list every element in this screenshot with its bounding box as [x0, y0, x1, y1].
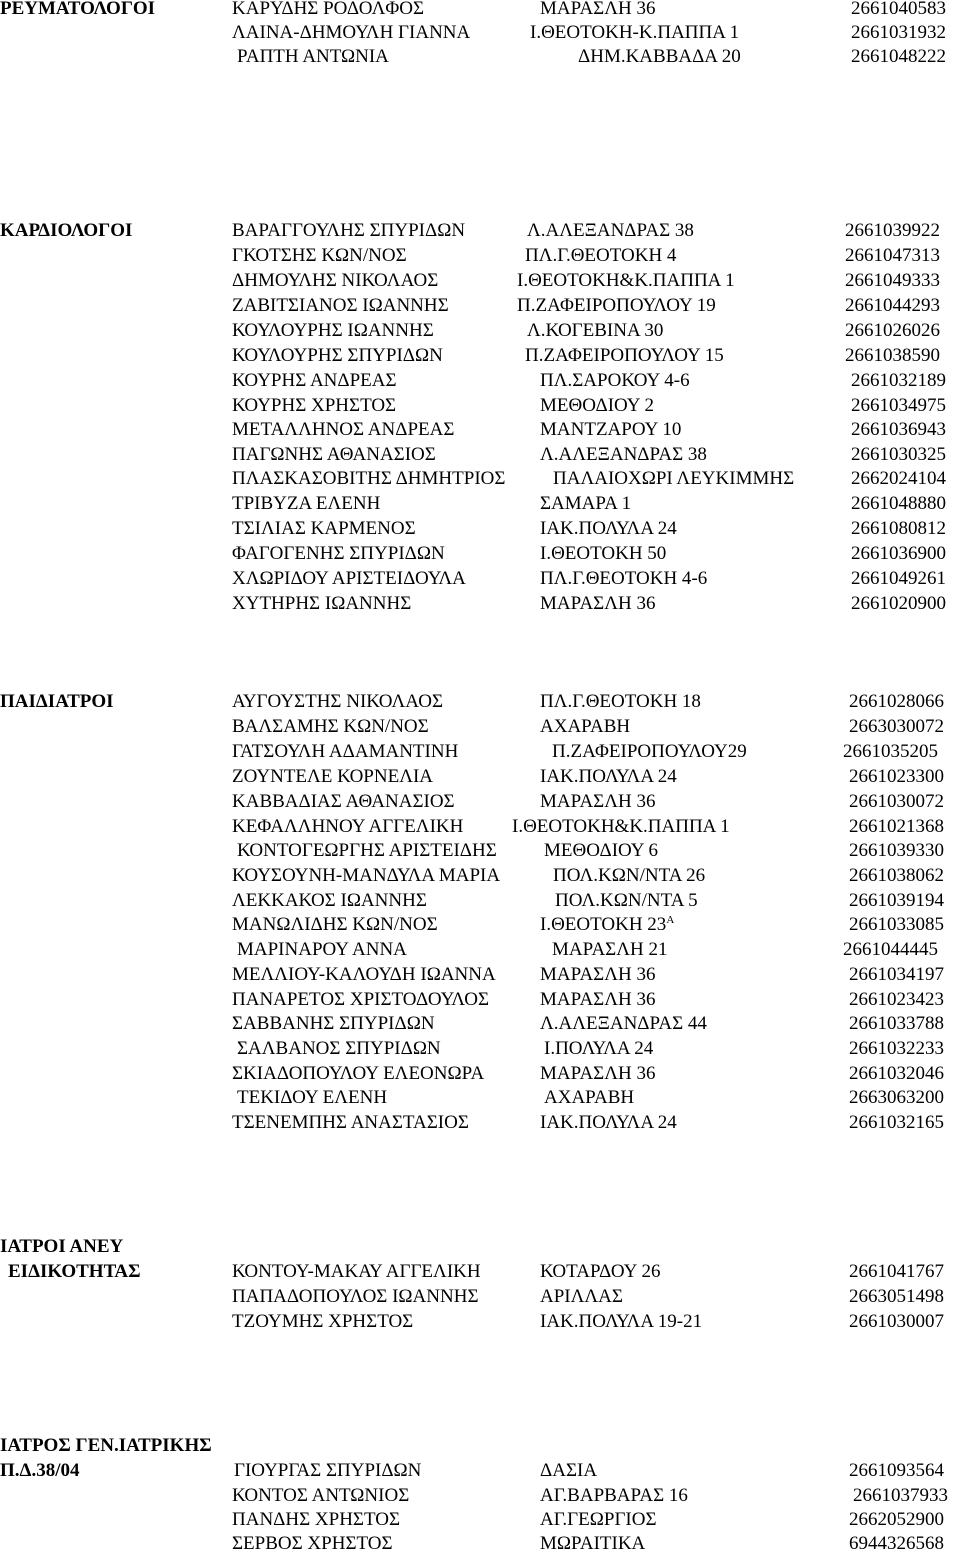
list-row	[0, 244, 960, 268]
doctor-phone: 6944326568	[849, 1533, 944, 1554]
list-row	[0, 1235, 960, 1259]
doctor-name: ΓΙΟΥΡΓΑΣ ΣΠΥΡΙΔΩΝ	[234, 1460, 422, 1481]
doctor-name: ΖΑΒΙΤΣΙΑΝΟΣ ΙΩΑΝΝΗΣ	[232, 295, 449, 316]
list-row	[0, 443, 960, 467]
list-row	[0, 219, 960, 243]
doctor-phone: 2661034975	[851, 395, 946, 416]
doctor-name: ΤΖΟΥΜΗΣ ΧΡΗΣΤΟΣ	[232, 1311, 414, 1332]
doctor-phone: 2662052900	[849, 1509, 944, 1530]
doctor-name: ΣΕΡΒΟΣ ΧΡΗΣΤΟΣ	[232, 1533, 393, 1554]
doctor-name: ΣΚΙΑΔΟΠΟΥΛΟΥ ΕΛΕΟΝΩΡΑ	[232, 1063, 485, 1084]
doctor-address: Π.ΖΑΦΕΙΡΟΠΟΥΛΟΥ29	[552, 741, 747, 762]
doctor-name: ΛΑΙΝΑ-ΔΗΜΟΥΛΗ ΓΙΑΝΝΑ	[232, 22, 471, 43]
list-row	[0, 1484, 960, 1508]
doctor-name: ΒΑΡΑΓΓΟΥΛΗΣ ΣΠΥΡΙΔΩΝ	[232, 220, 466, 241]
section-heading: ΡΕΥΜΑΤΟΛΟΓΟΙ	[0, 0, 156, 19]
list-row	[0, 394, 960, 418]
doctor-name: ΜΕΤΑΛΛΗΝΟΣ ΑΝΔΡΕΑΣ	[232, 419, 455, 440]
doctor-phone: 2661032165	[849, 1112, 944, 1133]
list-row	[0, 45, 960, 69]
doctor-phone: 2661039194	[849, 890, 944, 911]
doctor-phone: 2661040583	[851, 0, 946, 19]
doctor-phone: 2661044445	[843, 939, 938, 960]
list-row	[0, 1310, 960, 1334]
list-row	[0, 938, 960, 962]
doctor-name: ΠΑΓΩΝΗΣ ΑΘΑΝΑΣΙΟΣ	[232, 444, 436, 465]
doctor-name: ΤΡΙΒΥΖΑ ΕΛΕΝΗ	[232, 493, 381, 514]
doctor-name: ΧΥΤΗΡΗΣ ΙΩΑΝΝΗΣ	[232, 593, 412, 614]
list-row	[0, 319, 960, 343]
doctor-phone: 2661041767	[849, 1261, 944, 1282]
doctor-name: ΠΑΠΑΔΟΠΟΥΛΟΣ ΙΩΑΝΝΗΣ	[232, 1286, 479, 1307]
doctor-address: Λ.ΑΛΕΞΑΝΔΡΑΣ 44	[540, 1013, 707, 1034]
list-row	[0, 864, 960, 888]
doctor-phone: 2662024104	[851, 468, 946, 489]
doctor-address: ΜΑΝΤΖΑΡΟΥ 10	[540, 419, 682, 440]
doctor-address: ΠΛ.Γ.ΘΕΟΤΟΚΗ 4-6	[540, 568, 708, 589]
doctor-name: ΣΑΒΒΑΝΗΣ ΣΠΥΡΙΔΩΝ	[232, 1013, 435, 1034]
doctor-name: ΚΕΦΑΛΛΗΝΟΥ ΑΓΓΕΛΙΚΗ	[232, 816, 464, 837]
doctor-address: ΠΑΛΑΙΟΧΩΡΙ ΛΕΥΚΙΜΜΗΣ	[553, 468, 795, 489]
list-row	[0, 21, 960, 45]
list-row	[0, 369, 960, 393]
section-heading-continued: ΕΙΔΙΚΟΤΗΤΑΣ	[8, 1261, 141, 1282]
doctor-phone: 2661021368	[849, 816, 944, 837]
list-row	[0, 1508, 960, 1532]
doctor-name: ΚΟΝΤΟΓΕΩΡΓΗΣ ΑΡΙΣΤΕΙΔΗΣ	[237, 840, 497, 861]
doctor-name: ΧΛΩΡΙΔΟΥ ΑΡΙΣΤΕΙΔΟΥΛΑ	[232, 568, 466, 589]
list-row	[0, 1260, 960, 1284]
doctor-name: ΚΟΥΡΗΣ ΧΡΗΣΤΟΣ	[232, 395, 397, 416]
doctor-phone: 2661044293	[845, 295, 940, 316]
doctor-phone: 2661031932	[851, 22, 946, 43]
doctor-address: Ι.ΠΟΛΥΛΑ 24	[544, 1038, 654, 1059]
list-row	[0, 542, 960, 566]
doctor-address: ΑΧΑΡΑΒΗ	[544, 1087, 635, 1108]
doctor-phone: 2661032189	[851, 370, 946, 391]
doctor-name: ΜΕΛΛΙΟΥ-ΚΑΛΟΥΔΗ ΙΩΑΝΝΑ	[232, 964, 496, 985]
section-heading: ΙΑΤΡΟΙ ΑΝΕΥ	[0, 1236, 124, 1257]
doctor-address	[540, 913, 674, 937]
doctor-phone: 2661030325	[851, 444, 946, 465]
doctor-address: ΑΡΙΛΛΑΣ	[540, 1286, 623, 1307]
doctor-name: ΚΟΥΛΟΥΡΗΣ ΣΠΥΡΙΔΩΝ	[232, 345, 443, 366]
doctor-phone: 2661030072	[849, 791, 944, 812]
doctor-name: ΤΣΕΝΕΜΠΗΣ ΑΝΑΣΤΑΣΙΟΣ	[232, 1112, 469, 1133]
doctor-address: ΜΑΡΑΣΛΗ 36	[540, 964, 656, 985]
doctor-phone: 2661032046	[849, 1063, 944, 1084]
doctor-phone: 2663063200	[849, 1087, 944, 1108]
section-heading: ΚΑΡΔΙΟΛΟΓΟΙ	[0, 220, 133, 241]
doctor-address: ΠΟΛ.ΚΩΝ/ΝΤΑ 26	[553, 865, 706, 886]
doctor-name: ΤΕΚΙΔΟΥ ΕΛΕΝΗ	[237, 1087, 388, 1108]
doctor-address: ΜΕΘΟΔΙΟΥ 2	[540, 395, 655, 416]
doctor-address: ΜΑΡΑΣΛΗ 36	[540, 1063, 656, 1084]
doctor-address: Π.ΖΑΦΕΙΡΟΠΟΥΛΟΥ 15	[525, 345, 724, 366]
doctor-address: ΔΗΜ.ΚΑΒΒΑΔΑ 20	[578, 46, 741, 67]
doctor-phone: 2661049333	[845, 270, 940, 291]
doctor-name: ΓΚΟΤΣΗΣ ΚΩΝ/ΝΟΣ	[232, 245, 407, 266]
list-row	[0, 1062, 960, 1086]
list-row	[0, 1434, 960, 1458]
doctor-address: Λ.ΑΛΕΞΑΝΔΡΑΣ 38	[527, 220, 694, 241]
section-heading: ΙΑΤΡΟΣ ΓΕΝ.ΙΑΤΡΙΚΗΣ	[0, 1435, 212, 1456]
list-row	[0, 913, 960, 937]
doctor-address: ΠΛ.Γ.ΘΕΟΤΟΚΗ 4	[525, 245, 677, 266]
doctor-address: ΔΑΣΙΑ	[540, 1460, 598, 1481]
doctor-phone: 2661032233	[849, 1038, 944, 1059]
doctor-phone: 2663030072	[849, 716, 944, 737]
section-heading: ΠΑΙΔΙΑΤΡΟΙ	[0, 691, 114, 712]
doctor-name: ΠΑΝΑΡΕΤΟΣ ΧΡΙΣΤΟΔΟΥΛΟΣ	[232, 989, 490, 1010]
doctor-address: ΠΛ.ΣΑΡΟΚΟΥ 4-6	[540, 370, 690, 391]
doctor-phone: 2661028066	[849, 691, 944, 712]
doctor-address: Λ.ΚΟΓΕΒΙΝΑ 30	[527, 320, 664, 341]
address-superscript: Α	[666, 914, 675, 926]
doctor-name: ΜΑΡΙΝΑΡΟΥ ΑΝΝΑ	[237, 939, 407, 960]
list-row	[0, 765, 960, 789]
list-row	[0, 1037, 960, 1061]
doctor-phone: 2661030007	[849, 1311, 944, 1332]
doctor-name: ΤΣΙΛΙΑΣ ΚΑΡΜΕΝΟΣ	[232, 518, 416, 539]
doctor-address: ΑΧΑΡΑΒΗ	[540, 716, 631, 737]
doctor-name: ΔΗΜΟΥΛΗΣ ΝΙΚΟΛΑΟΣ	[232, 270, 439, 291]
list-row	[0, 344, 960, 368]
doctor-address: ΜΑΡΑΣΛΗ 36	[540, 791, 656, 812]
doctor-address: ΙΑΚ.ΠΟΛΥΛΑ 24	[540, 1112, 677, 1133]
doctor-address: ΜΑΡΑΣΛΗ 36	[540, 989, 656, 1010]
doctor-name: ΜΑΝΩΛΙΔΗΣ ΚΩΝ/ΝΟΣ	[232, 914, 438, 935]
list-row	[0, 889, 960, 913]
doctor-phone: 2661039922	[845, 220, 940, 241]
list-row	[0, 592, 960, 616]
list-row	[0, 790, 960, 814]
doctor-phone: 2663051498	[849, 1286, 944, 1307]
doctor-address: ΙΑΚ.ΠΟΛΥΛΑ 24	[540, 766, 677, 787]
doctor-address: ΚΟΤΑΡΔΟΥ 26	[540, 1261, 661, 1282]
doctor-phone: 2661037933	[853, 1485, 948, 1506]
doctor-address: ΜΑΡΑΣΛΗ 36	[540, 0, 656, 19]
doctor-address: Λ.ΑΛΕΞΑΝΔΡΑΣ 38	[540, 444, 707, 465]
list-row	[0, 963, 960, 987]
doctor-phone: 2661033085	[849, 914, 944, 935]
doctor-name: ΓΑΤΣΟΥΛΗ ΑΔΑΜΑΝΤΙΝΗ	[232, 741, 459, 762]
doctor-phone: 2661048880	[851, 493, 946, 514]
doctor-phone: 2661048222	[851, 46, 946, 67]
doctor-address: ΑΓ.ΒΑΡΒΑΡΑΣ 16	[540, 1485, 688, 1506]
list-row	[0, 740, 960, 764]
doctor-phone: 2661036943	[851, 419, 946, 440]
doctor-phone: 2661023300	[849, 766, 944, 787]
doctor-name: ΛΕΚΚΑΚΟΣ ΙΩΑΝΝΗΣ	[232, 890, 427, 911]
doctor-phone: 2661038062	[849, 865, 944, 886]
doctor-name: ΑΥΓΟΥΣΤΗΣ ΝΙΚΟΛΑΟΣ	[232, 691, 444, 712]
doctor-phone: 2661036900	[851, 543, 946, 564]
list-row	[0, 690, 960, 714]
doctor-name: ΦΑΓΟΓΕΝΗΣ ΣΠΥΡΙΔΩΝ	[232, 543, 445, 564]
list-row	[0, 0, 960, 21]
doctor-address: Ι.ΘΕΟΤΟΚΗ&Κ.ΠΑΠΠΑ 1	[517, 270, 735, 291]
doctor-address: ΜΕΘΟΔΙΟΥ 6	[544, 840, 659, 861]
doctor-address: ΙΑΚ.ΠΟΛΥΛΑ 24	[540, 518, 677, 539]
list-row	[0, 418, 960, 442]
doctor-phone: 2661039330	[849, 840, 944, 861]
list-row	[0, 715, 960, 739]
doctor-name: ΖΟΥΝΤΕΛΕ ΚΟΡΝΕΛΙΑ	[232, 766, 434, 787]
doctor-phone: 2661049261	[851, 568, 946, 589]
list-row	[0, 1086, 960, 1110]
list-row	[0, 294, 960, 318]
list-row	[0, 1012, 960, 1036]
doctor-name: ΚΑΡΥΔΗΣ ΡΟΔΟΛΦΟΣ	[232, 0, 425, 19]
doctor-name: ΚΟΝΤΟΥ-ΜΑΚΑΥ ΑΓΓΕΛΙΚΗ	[232, 1261, 481, 1282]
list-row	[0, 492, 960, 516]
list-row	[0, 839, 960, 863]
doctor-address: ΠΟΛ.ΚΩΝ/ΝΤΑ 5	[555, 890, 698, 911]
doctor-address: Ι.ΘΕΟΤΟΚΗ 50	[540, 543, 667, 564]
list-row	[0, 988, 960, 1012]
doctor-address: ΜΑΡΑΣΛΗ 36	[540, 593, 656, 614]
doctor-address: ΑΓ.ΓΕΩΡΓΙΟΣ	[540, 1509, 657, 1530]
doctor-name: ΚΟΥΛΟΥΡΗΣ ΙΩΑΝΝΗΣ	[232, 320, 434, 341]
doctor-name: ΒΑΛΣΑΜΗΣ ΚΩΝ/ΝΟΣ	[232, 716, 429, 737]
doctor-phone: 2661093564	[849, 1460, 944, 1481]
list-row	[0, 269, 960, 293]
doctor-name: ΚΑΒΒΑΔΙΑΣ ΑΘΑΝΑΣΙΟΣ	[232, 791, 455, 812]
doctor-phone: 2661020900	[851, 593, 946, 614]
list-row	[0, 1285, 960, 1309]
doctor-phone: 2661080812	[851, 518, 946, 539]
doctor-phone: 2661035205	[843, 741, 938, 762]
doctor-phone: 2661023423	[849, 989, 944, 1010]
doctor-name: ΠΑΝΔΗΣ ΧΡΗΣΤΟΣ	[232, 1509, 401, 1530]
doctor-phone: 2661026026	[845, 320, 940, 341]
list-row	[0, 1532, 960, 1556]
doctor-phone: 2661034197	[849, 964, 944, 985]
doctor-address: ΜΑΡΑΣΛΗ 21	[552, 939, 668, 960]
doctor-name: ΠΛΑΣΚΑΣΟΒΙΤΗΣ ΔΗΜΗΤΡΙΟΣ	[232, 468, 506, 489]
address-text: Ι.ΘΕΟΤΟΚΗ 23	[540, 914, 667, 935]
doctor-address: Ι.ΘΕΟΤΟΚΗ-Κ.ΠΑΠΠΑ 1	[530, 22, 740, 43]
list-row	[0, 517, 960, 541]
list-row	[0, 815, 960, 839]
doctor-phone: 2661038590	[845, 345, 940, 366]
doctor-address: ΣΑΜΑΡΑ 1	[540, 493, 632, 514]
doctor-address: ΜΩΡΑΙΤΙΚΑ	[540, 1533, 646, 1554]
list-row	[0, 1111, 960, 1135]
section-heading-continued: Π.Δ.38/04	[0, 1460, 80, 1481]
doctor-address: ΙΑΚ.ΠΟΛΥΛΑ 19-21	[540, 1311, 703, 1332]
doctor-name: ΚΟΝΤΟΣ ΑΝΤΩΝΙΟΣ	[232, 1485, 410, 1506]
list-row	[0, 567, 960, 591]
doctor-phone: 2661047313	[845, 245, 940, 266]
doctor-address: ΠΛ.Γ.ΘΕΟΤΟΚΗ 18	[540, 691, 701, 712]
doctor-name: ΡΑΠΤΗ ΑΝΤΩΝΙΑ	[237, 46, 389, 67]
list-row	[0, 1459, 960, 1483]
doctor-phone: 2661033788	[849, 1013, 944, 1034]
list-row	[0, 467, 960, 491]
doctor-name: ΣΑΛΒΑΝΟΣ ΣΠΥΡΙΔΩΝ	[237, 1038, 441, 1059]
doctor-address: Π.ΖΑΦΕΙΡΟΠΟΥΛΟΥ 19	[517, 295, 716, 316]
doctor-name: ΚΟΥΡΗΣ ΑΝΔΡΕΑΣ	[232, 370, 397, 391]
doctor-address: Ι.ΘΕΟΤΟΚΗ&Κ.ΠΑΠΠΑ 1	[512, 816, 730, 837]
doctor-name: ΚΟΥΣΟΥΝΗ-ΜΑΝΔΥΛΑ ΜΑΡΙΑ	[232, 865, 501, 886]
